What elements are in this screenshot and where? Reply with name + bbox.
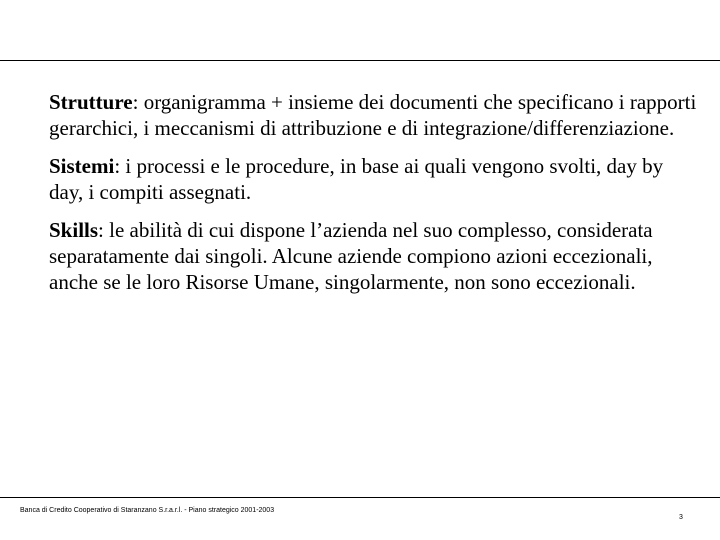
slide-body <box>49 89 699 307</box>
paragraph-strutture <box>49 89 699 141</box>
term-strutture: Strutture <box>49 90 133 114</box>
definition-skills: : le abilità di cui dispone l’azienda nel suo complesso, considerata separatamente dai singoli. Alcune aziende compiono azioni eccezionali, anche se le loro Risorse Umane, singolarmente, non sono eccezionali. <box>49 218 653 294</box>
term-skills: Skills <box>49 218 99 242</box>
paragraph-skills <box>49 217 699 295</box>
term-sistemi: Sistemi <box>49 154 115 178</box>
footer-divider <box>0 497 720 498</box>
page-number: 3 <box>679 514 683 521</box>
footer-caption: Banca di Credito Cooperativo di Staranzano S.r.a.r.l. - Piano strategico 2001-2003 <box>20 507 275 514</box>
header-divider <box>0 60 720 61</box>
definition-sistemi: : i processi e le procedure, in base ai quali vengono svolti, day by day, i compiti assegnati. <box>49 154 664 204</box>
paragraph-sistemi <box>49 153 699 205</box>
definition-strutture: : organigramma + insieme dei documenti che specificano i rapporti gerarchici, i meccanismi di attribuzione e di integrazione/differenziazione. <box>49 90 697 140</box>
